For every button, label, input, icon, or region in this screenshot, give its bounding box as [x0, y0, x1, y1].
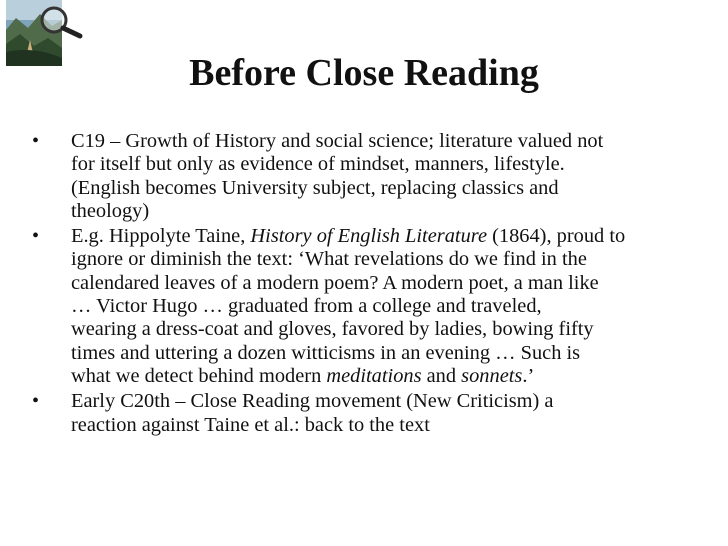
text-fragment: .’ — [522, 364, 535, 387]
bullet-item — [30, 225, 695, 388]
text-fragment: what we detect behind modern — [71, 364, 327, 387]
text-line: theology) — [71, 199, 150, 222]
text-fragment: E.g. Hippolyte Taine, — [71, 225, 251, 248]
bullet-marker: • — [32, 225, 40, 248]
text-line — [71, 225, 695, 248]
text-line: ignore or diminish the text: ‘What revelations do we find in the — [71, 248, 587, 271]
bullet-marker: • — [32, 130, 40, 152]
text-line: for itself but only as evidence of mindset, manners, lifestyle. — [71, 153, 565, 176]
text-line: wearing a dress-coat and gloves, favored by ladies, bowing fifty — [71, 318, 594, 341]
text-fragment: and — [421, 364, 462, 387]
bullet-list — [30, 130, 695, 439]
emphasis-sonnets: sonnets — [461, 364, 523, 387]
bullet-item — [30, 130, 695, 223]
text-fragment: (1864), proud to — [487, 225, 626, 248]
bullet-marker: • — [32, 390, 40, 413]
text-line: reaction against Taine et al.: back to the text — [71, 413, 430, 436]
text-line: … Victor Hugo … graduated from a college and traveled, — [71, 295, 542, 318]
text-line: (English becomes University subject, replacing classics and — [71, 176, 559, 199]
bullet-item — [30, 390, 695, 437]
slide-title: Before Close Reading — [189, 52, 539, 94]
text-line: Early C20th – Close Reading movement (New Criticism) a — [71, 390, 554, 413]
book-title: History of English Literature — [250, 225, 487, 248]
text-line — [71, 365, 695, 388]
text-line: times and uttering a dozen witticisms in an evening … Such is — [71, 341, 581, 364]
emphasis-meditations: meditations — [326, 364, 422, 387]
text-line: calendared leaves of a modern poem? A modern poet, a man like — [71, 271, 599, 294]
text-line: C19 – Growth of History and social science; literature valued not — [71, 130, 604, 152]
